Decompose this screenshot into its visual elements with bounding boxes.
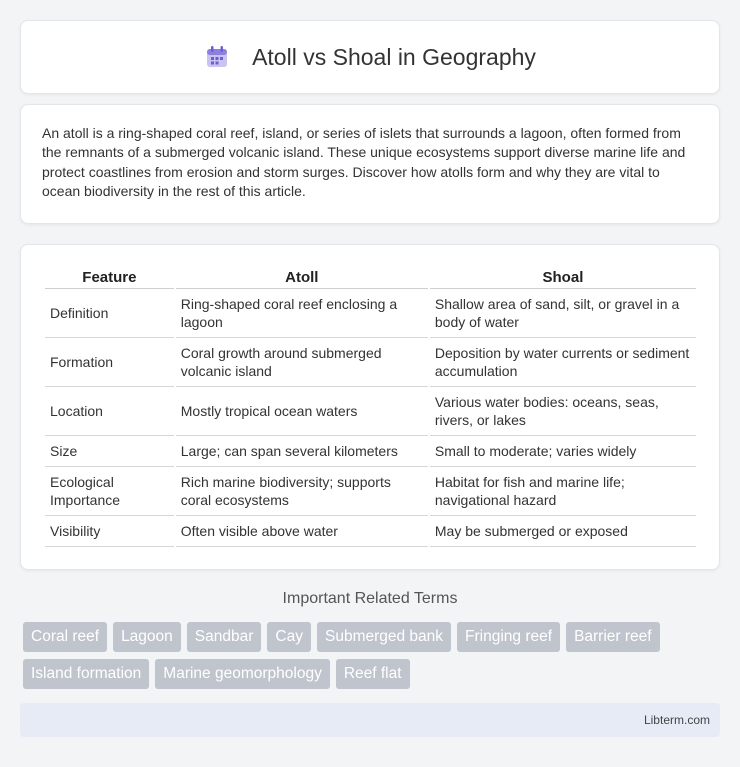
cell-atoll: Rich marine biodiversity; supports coral ecosystems (176, 467, 428, 516)
tag-cay[interactable]: Cay (267, 622, 311, 652)
cell-shoal: Small to moderate; varies widely (430, 436, 696, 467)
cell-shoal: Deposition by water currents or sediment accumulation (430, 338, 696, 387)
cell-feature: Definition (45, 289, 174, 338)
header-feature: Feature (45, 263, 174, 289)
table-row (45, 467, 696, 516)
title-wrap (204, 44, 536, 71)
header-atoll: Atoll (176, 263, 428, 289)
cell-feature: Formation (45, 338, 174, 387)
tag-barrier-reef[interactable]: Barrier reef (566, 622, 660, 652)
table-row (45, 516, 696, 547)
cell-feature: Visibility (45, 516, 174, 547)
cell-atoll: Often visible above water (176, 516, 428, 547)
cell-atoll: Coral growth around submerged volcanic island (176, 338, 428, 387)
intro-card (20, 104, 720, 224)
related-terms-title: Important Related Terms (282, 590, 458, 607)
tag-marine-geomorphology[interactable]: Marine geomorphology (155, 659, 330, 689)
cell-feature: Ecological Importance (45, 467, 174, 516)
tag-sandbar[interactable]: Sandbar (187, 622, 262, 652)
cell-shoal: May be submerged or exposed (430, 516, 696, 547)
cell-atoll: Ring-shaped coral reef enclosing a lagoon (176, 289, 428, 338)
tag-lagoon[interactable]: Lagoon (113, 622, 181, 652)
tag-fringing-reef[interactable]: Fringing reef (457, 622, 560, 652)
cell-shoal: Habitat for fish and marine life; navigational hazard (430, 467, 696, 516)
cell-shoal: Shallow area of sand, silt, or gravel in a body of water (430, 289, 696, 338)
comparison-table (43, 263, 698, 547)
table-row (45, 436, 696, 467)
comparison-card (20, 244, 720, 570)
calendar-icon (204, 44, 230, 70)
table-row (45, 289, 696, 338)
intro-text: An atoll is a ring-shaped coral reef, island, or series of islets that surrounds a lagoon, often formed from the remnants of a submerged volcanic island. These unique ecosystems support diverse marine life and protect coastlines from erosion and storm surges. Discover how atolls form and why they are vital to ocean biodiversity in the rest of this article. (42, 125, 686, 200)
table-header-row (45, 263, 696, 289)
cell-atoll: Large; can span several kilometers (176, 436, 428, 467)
tag-coral-reef[interactable]: Coral reef (23, 622, 107, 652)
header-shoal: Shoal (430, 263, 696, 289)
footer (20, 703, 720, 737)
cell-feature: Size (45, 436, 174, 467)
table-row (45, 338, 696, 387)
page-title: Atoll vs Shoal in Geography (252, 43, 536, 70)
tag-reef-flat[interactable]: Reef flat (336, 659, 410, 689)
tag-submerged-bank[interactable]: Submerged bank (317, 622, 451, 652)
cell-shoal: Various water bodies: oceans, seas, rivers, or lakes (430, 387, 696, 436)
cell-feature: Location (45, 387, 174, 436)
footer-link[interactable]: Libterm.com (643, 713, 710, 727)
table-row (45, 387, 696, 436)
tag-island-formation[interactable]: Island formation (23, 659, 149, 689)
title-card (20, 20, 720, 94)
cell-atoll: Mostly tropical ocean waters (176, 387, 428, 436)
related-tags (23, 622, 723, 689)
